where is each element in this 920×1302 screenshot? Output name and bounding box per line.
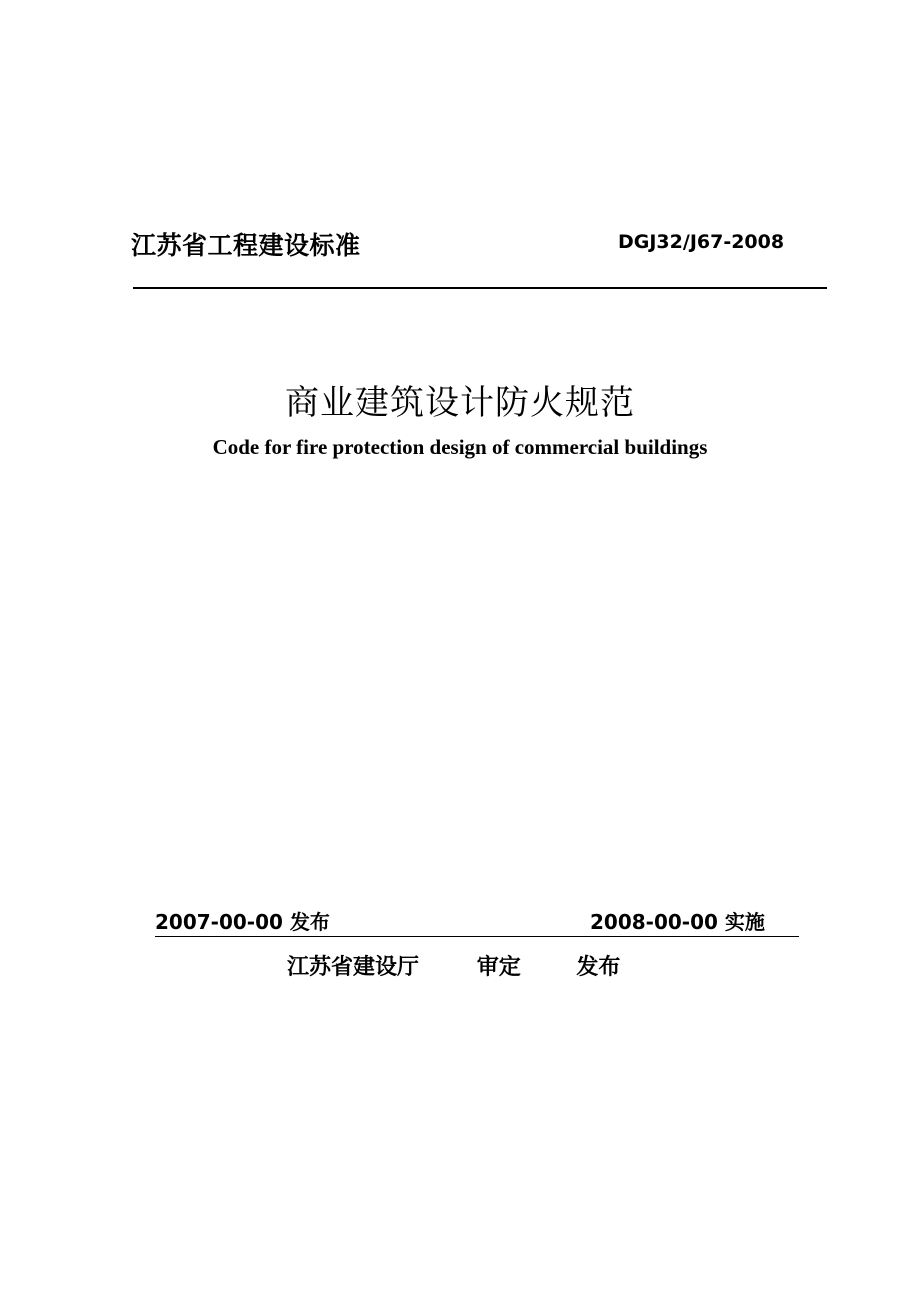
standard-label: 江苏省工程建设标准 [131, 231, 361, 260]
issue-date: 2007-00-00 发布 [155, 910, 330, 934]
issuer-name: 江苏省建设厅 [287, 955, 420, 980]
effective-date: 2008-00-00 实施 [590, 910, 765, 934]
header-divider [133, 287, 827, 289]
standard-code: DGJ32/J67-2008 [618, 231, 785, 253]
date-row [155, 906, 799, 937]
document-title-english: Code for fire protection design of commercial buildings [212, 435, 708, 459]
issuer-row [287, 950, 620, 981]
document-title-chinese: 商业建筑设计防火规范 [285, 383, 635, 423]
issuer-publish: 发布 [576, 955, 621, 980]
issuer-approve: 审定 [476, 955, 521, 980]
